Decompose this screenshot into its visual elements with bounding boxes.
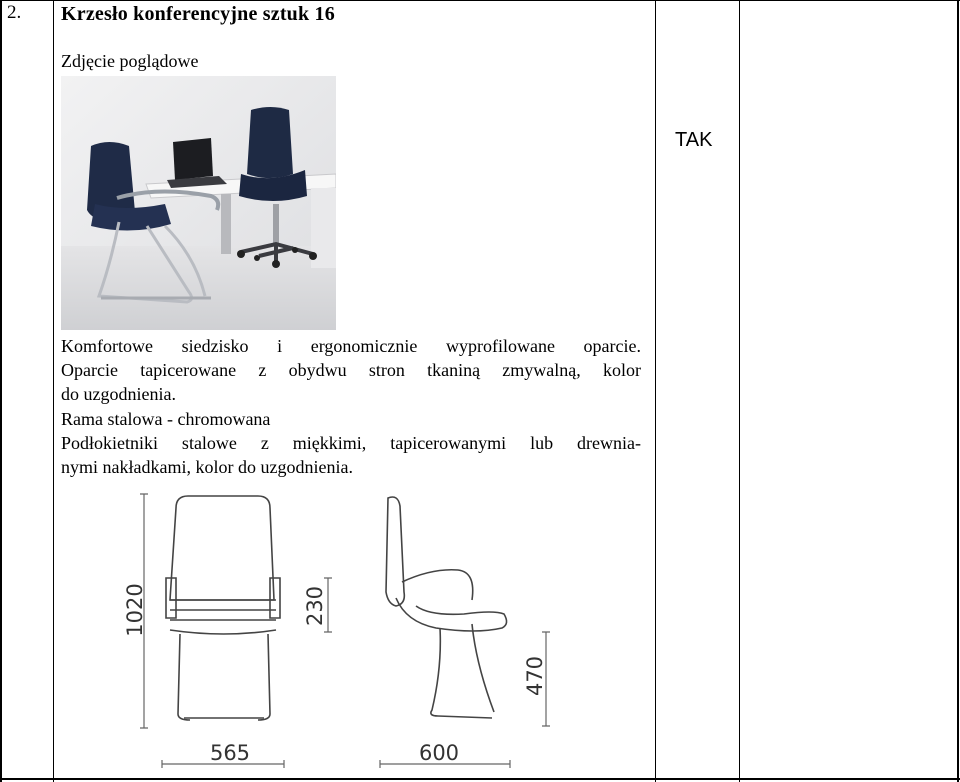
- dim-depth: 600: [418, 741, 460, 765]
- description-line: Podłokietniki stalowe z miękkimi, tapicerowanymi lub drewnia-: [61, 432, 641, 453]
- photo-caption: Zdjęcie poglądowe: [61, 51, 199, 71]
- table-border-left: [0, 0, 2, 782]
- dimension-drawing: [100, 488, 560, 778]
- dim-height-total: 1020: [123, 583, 147, 637]
- side-view-chair: [386, 497, 404, 606]
- description-line: Rama stalowa - chromowana: [61, 408, 271, 429]
- row-number: 2.: [7, 2, 22, 23]
- table-border-bottom: [0, 778, 960, 780]
- description-line: Komfortowe siedzisko i ergonomicznie wyprofilowane oparcie.: [61, 336, 641, 356]
- dim-seat-height: 470: [523, 655, 547, 697]
- description-line: nymi nakładkami, kolor do uzgodnienia.: [61, 457, 353, 478]
- dim-back-height: 230: [303, 585, 327, 627]
- chair-photo: [61, 76, 336, 330]
- description: [61, 334, 641, 479]
- front-view-chair: [170, 496, 274, 600]
- table-border-right: [957, 0, 959, 782]
- dim-width: 565: [209, 741, 251, 765]
- description-line: Oparcie tapicerowane z obydwu stron tkaniną zmywalną, kolor: [61, 360, 641, 381]
- compliance-answer: TAK: [675, 129, 713, 151]
- item-title: Krzesło konferencyjne sztuk 16: [61, 3, 335, 25]
- table-divider-3: [739, 0, 740, 782]
- table-divider-1: [53, 0, 54, 782]
- description-line: do uzgodnienia.: [61, 384, 176, 405]
- table-divider-2: [655, 0, 656, 782]
- table-border-top: [0, 0, 960, 1]
